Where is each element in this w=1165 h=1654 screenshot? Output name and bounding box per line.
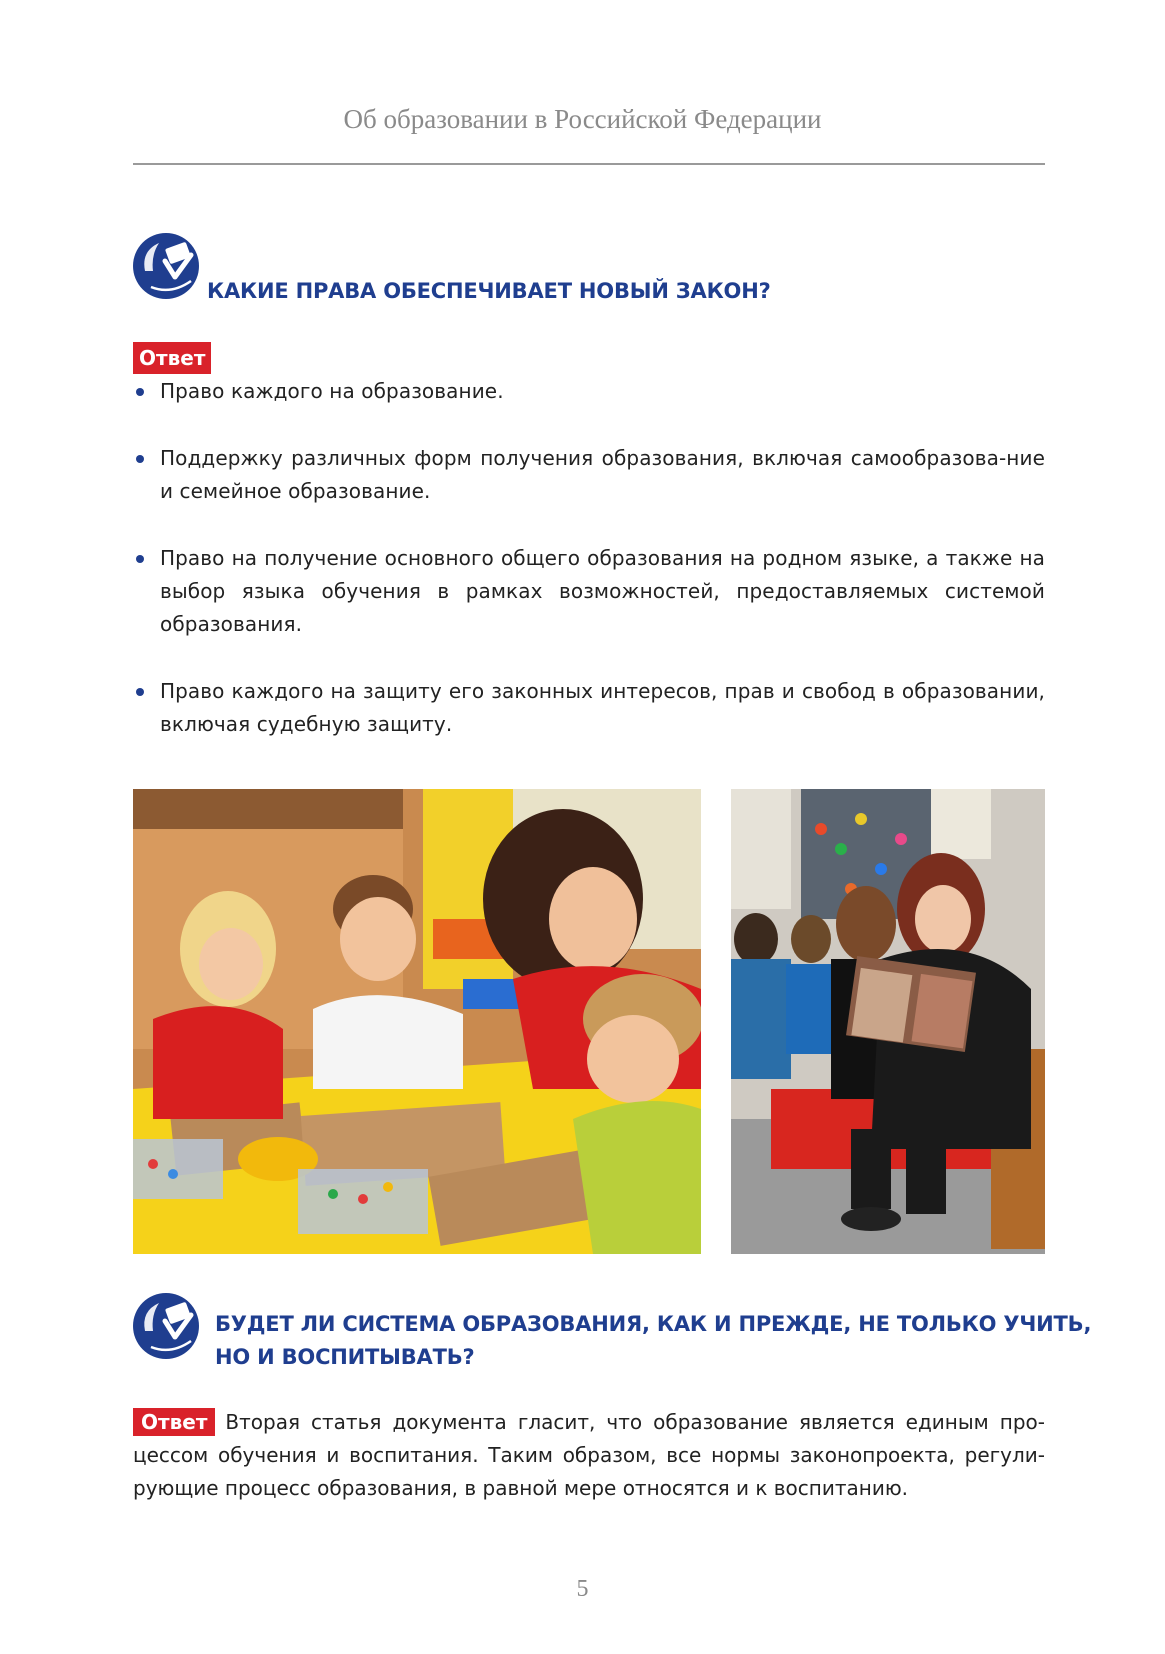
rights-list [133,375,1045,775]
question-title-2-line2: НО И ВОСПИТЫВАТЬ? [215,1345,475,1369]
answer-badge: Ответ [133,342,211,374]
kindergarten-photo [133,789,701,1254]
header-divider [133,163,1045,165]
list-item: Право на получение основного общего образования на родном языке, а также на выбор языка обучения в рамках возможностей, предоставляемых системой образования. [133,542,1045,641]
answer-text: Вторая статья документа гласит, что образование является единым про-цессом обучения и воспитания. Таким образом, все нормы законопроекта, регули-рующие процесс образования, в равной мере относятся и к воспитанию. [133,1410,1045,1500]
list-item: Право каждого на защиту его законных интересов, прав и свобод в образовании, включая судебную защиту. [133,675,1045,741]
question-title-1: КАКИЕ ПРАВА ОБЕСПЕЧИВАЕТ НОВЫЙ ЗАКОН? [207,279,771,303]
students-reading-photo [731,789,1045,1254]
question-check-icon [131,231,201,301]
list-item: Поддержку различных форм получения образования, включая самообразова-ние и семейное образование. [133,442,1045,508]
question-check-icon [131,1291,201,1361]
page-number: 5 [576,1576,589,1602]
answer-badge: Ответ [133,1408,215,1436]
answer-paragraph [133,1406,1045,1505]
running-header: Об образовании в Российской Федерации [343,104,822,134]
list-item: Право каждого на образование. [133,375,1045,408]
question-title-2: БУДЕТ ЛИ СИСТЕМА ОБРАЗОВАНИЯ, КАК И ПРЕЖДЕ, НЕ ТОЛЬКО УЧИТЬ, [215,1312,1092,1336]
